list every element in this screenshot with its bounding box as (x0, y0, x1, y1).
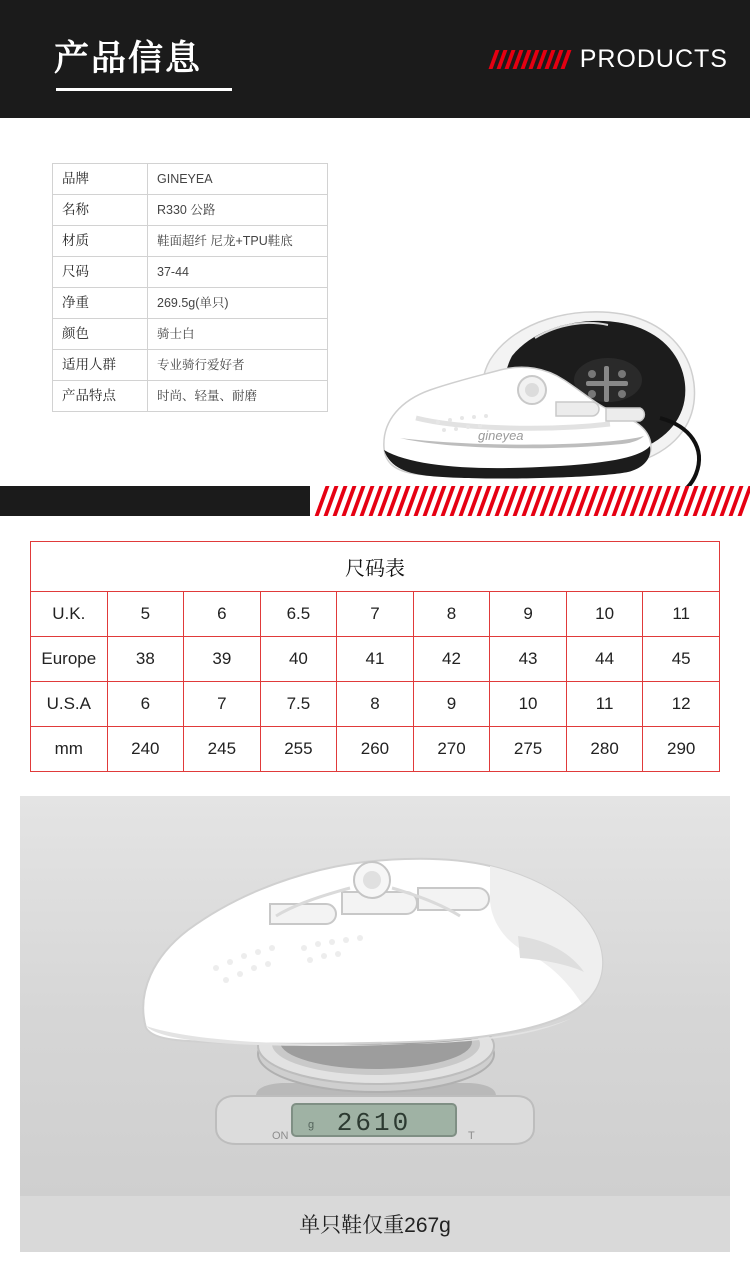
size-cell: 240 (107, 727, 184, 772)
page-header (0, 0, 750, 118)
scale-and-shoe-illustration (20, 796, 730, 1196)
size-cell: 12 (643, 682, 720, 727)
spec-key: 产品特点 (53, 381, 148, 412)
size-cell: 39 (184, 637, 261, 682)
title-underline (56, 88, 232, 91)
size-cell: 7 (184, 682, 261, 727)
size-row-label: Europe (31, 637, 108, 682)
size-cell: 6 (107, 682, 184, 727)
table-row (53, 257, 328, 288)
size-cell: 275 (490, 727, 567, 772)
size-cell: 10 (566, 592, 643, 637)
size-cell: 45 (643, 637, 720, 682)
photo-caption: 单只鞋仅重267g (299, 1214, 451, 1237)
size-cell: 10 (490, 682, 567, 727)
size-cell: 270 (413, 727, 490, 772)
divider-dark-bar (0, 486, 310, 516)
size-cell: 5 (107, 592, 184, 637)
spec-value: 37-44 (148, 257, 328, 288)
size-cell: 255 (260, 727, 337, 772)
svg-text:g: g (308, 1119, 315, 1131)
table-row (53, 226, 328, 257)
size-cell: 280 (566, 727, 643, 772)
spec-key: 材质 (53, 226, 148, 257)
size-cell: 8 (337, 682, 414, 727)
weight-photo (20, 796, 730, 1196)
table-row (31, 592, 720, 637)
table-row (53, 381, 328, 412)
header-inner (0, 0, 750, 118)
spec-key: 颜色 (53, 319, 148, 350)
size-row-label: U.K. (31, 592, 108, 637)
table-row (53, 164, 328, 195)
red-stripes-decoration (488, 50, 571, 69)
table-row (31, 542, 720, 592)
size-row-label: U.S.A (31, 682, 108, 727)
spec-key: 品牌 (53, 164, 148, 195)
shoe-brand-text: gineyea (478, 428, 524, 443)
table-row (31, 727, 720, 772)
divider-red-stripes (315, 486, 750, 516)
size-cell: 7.5 (260, 682, 337, 727)
size-cell: 8 (413, 592, 490, 637)
spec-key: 名称 (53, 195, 148, 226)
white-shoe-on-scale (143, 859, 602, 1046)
spec-key: 尺码 (53, 257, 148, 288)
size-cell: 6 (184, 592, 261, 637)
table-row (53, 319, 328, 350)
size-cell: 40 (260, 637, 337, 682)
spec-key: 净重 (53, 288, 148, 319)
spec-key: 适用人群 (53, 350, 148, 381)
size-cell: 9 (490, 592, 567, 637)
size-cell: 42 (413, 637, 490, 682)
size-cell: 44 (566, 637, 643, 682)
table-row (53, 350, 328, 381)
table-row (31, 637, 720, 682)
size-cell: 7 (337, 592, 414, 637)
spec-value: 骑士白 (148, 319, 328, 350)
spec-value: 专业骑行爱好者 (148, 350, 328, 381)
scale-reading: 2610 (336, 1108, 412, 1138)
size-cell: 11 (643, 592, 720, 637)
size-table (30, 541, 720, 772)
table-row (53, 288, 328, 319)
spec-value: 时尚、轻量、耐磨 (148, 381, 328, 412)
size-cell: 6.5 (260, 592, 337, 637)
size-cell: 9 (413, 682, 490, 727)
size-cell: 41 (337, 637, 414, 682)
spec-value: GINEYEA (148, 164, 328, 195)
table-row (53, 195, 328, 226)
size-cell: 43 (490, 637, 567, 682)
spec-table (52, 163, 328, 412)
footer-space (0, 1252, 750, 1266)
products-label: PRODUCTS (579, 45, 728, 73)
header-right-group (492, 45, 728, 74)
table-row (31, 682, 720, 727)
size-cell: 38 (107, 637, 184, 682)
size-row-label: mm (31, 727, 108, 772)
size-chart-section (0, 516, 750, 792)
product-info-section (0, 118, 750, 486)
spec-value: R330 公路 (148, 195, 328, 226)
size-cell: 11 (566, 682, 643, 727)
size-cell: 245 (184, 727, 261, 772)
svg-text:T: T (468, 1130, 475, 1142)
spec-value: 鞋面超纤 尼龙+TPU鞋底 (148, 226, 328, 257)
spec-value: 269.5g(单只) (148, 288, 328, 319)
size-cell: 290 (643, 727, 720, 772)
section-divider (0, 486, 750, 516)
size-cell: 260 (337, 727, 414, 772)
photo-caption-bar (20, 1196, 730, 1252)
size-table-title: 尺码表 (31, 542, 720, 592)
page-title: 产品信息 (54, 39, 203, 78)
svg-text:ON: ON (272, 1130, 289, 1142)
